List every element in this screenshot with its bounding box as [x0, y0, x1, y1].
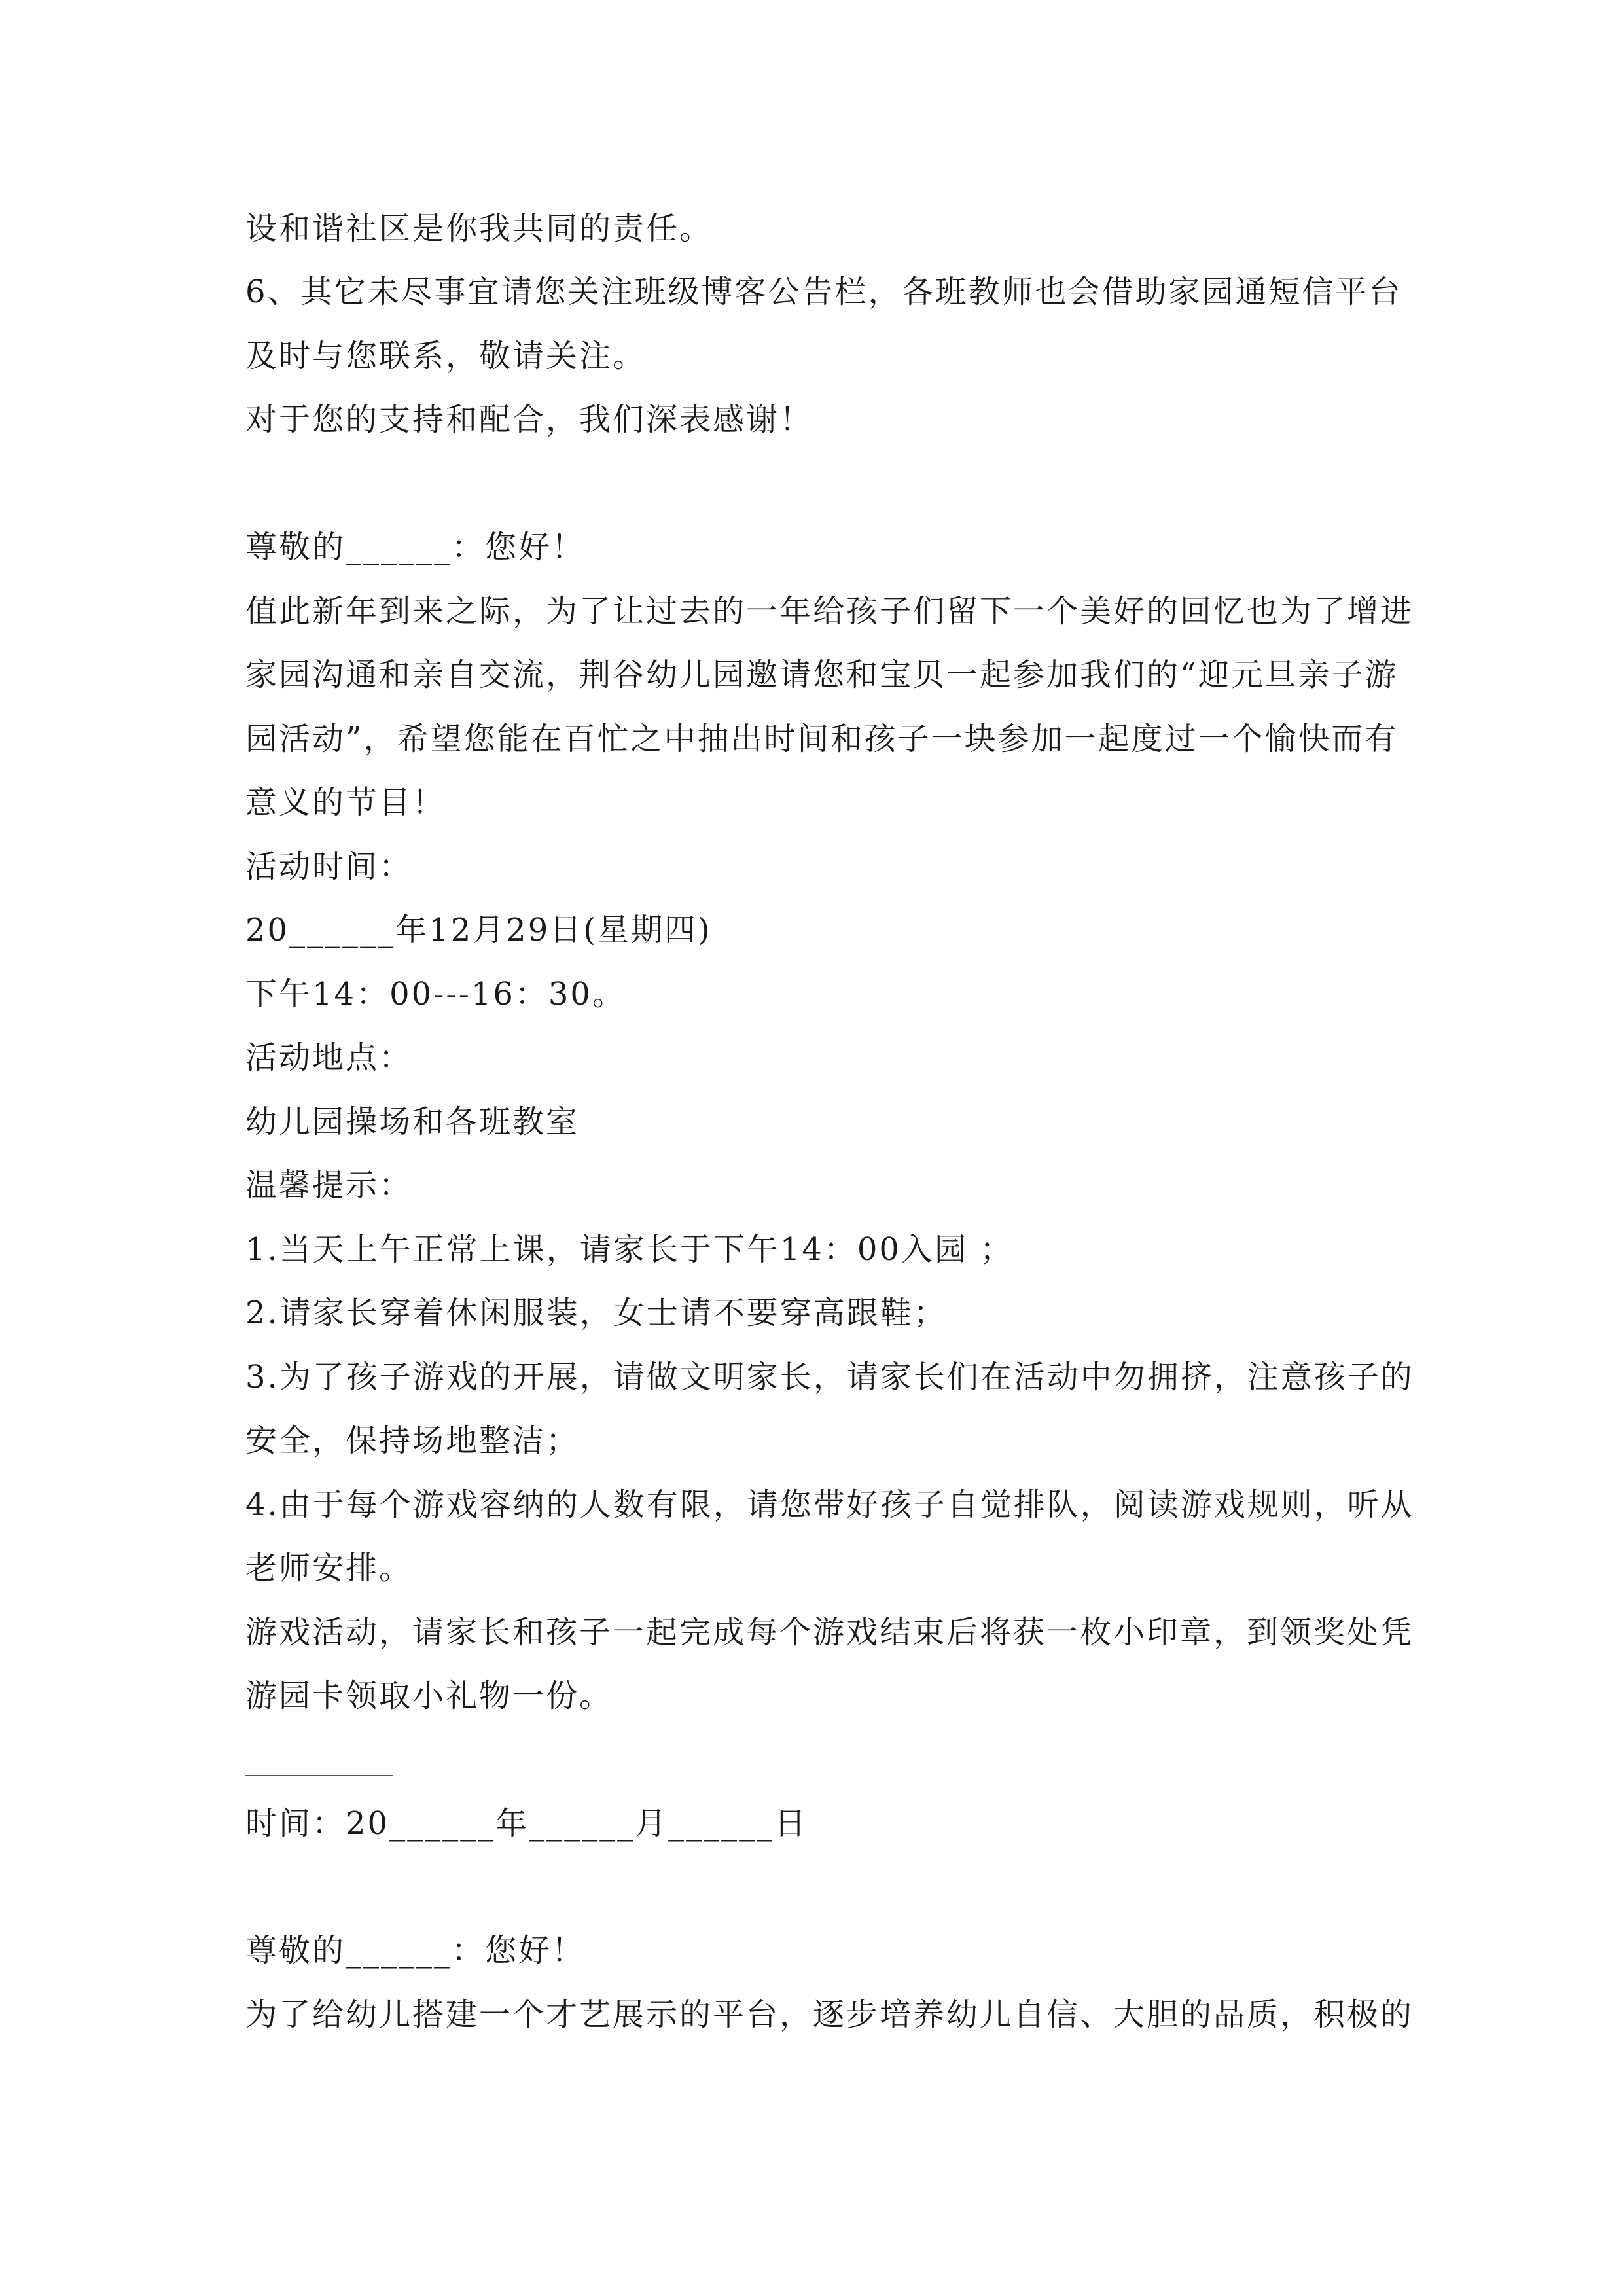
text-line: 游戏活动，请家长和孩子一起完成每个游戏结束后将获一枚小印章，到领奖处凭 [245, 1614, 1414, 1651]
text-line: 6、其它未尽事宜请您关注班级博客公告栏，各班教师也会借助家园通短信平台 [245, 274, 1402, 310]
section-heading: 温馨提示： [245, 1167, 413, 1204]
text-line: 园活动”，希望您能在百忙之中抽出时间和孩子一块参加一起度过一个愉快而有 [245, 721, 1399, 757]
signature-rule [245, 1775, 393, 1776]
text-line: 幼儿园操场和各班教室 [245, 1103, 580, 1140]
salutation: 尊敬的______：您好！ [245, 1932, 586, 1969]
section-heading: 活动地点： [245, 1039, 413, 1076]
text-line: 游园卡领取小礼物一份。 [245, 1677, 613, 1714]
list-item: 1.当天上午正常上课，请家长于下午14：00入园 ； [245, 1231, 1014, 1268]
text-line: 意义的节目！ [245, 784, 446, 821]
list-item: 2.请家长穿着休闲服装，女士请不要穿高跟鞋； [245, 1295, 947, 1331]
salutation: 尊敬的______：您好！ [245, 529, 586, 565]
text-line: 设和谐社区是你我共同的责任。 [245, 210, 713, 247]
text-line: 下午14：00---16：30。 [245, 976, 626, 1013]
text-line: 对于您的支持和配合，我们深表感谢！ [245, 401, 813, 438]
list-item: 3.为了孩子游戏的开展，请做文明家长，请家长们在活动中勿拥挤，注意孩子的 [245, 1359, 1414, 1395]
text-line: 20______年12月29日(星期四) [245, 912, 712, 948]
text-line: 家园沟通和亲自交流，荆谷幼儿园邀请您和宝贝一起参加我们的“迎元旦亲子游 [245, 656, 1399, 693]
text-line: 老师安排。 [245, 1550, 413, 1587]
list-item: 4.由于每个游戏容纳的人数有限，请您带好孩子自觉排队，阅读游戏规则，听从 [245, 1486, 1414, 1523]
text-line: 为了给幼儿搭建一个才艺展示的平台，逐步培养幼儿自信、大胆的品质，积极的 [245, 1996, 1414, 2033]
section-heading: 活动时间： [245, 848, 413, 885]
text-line: 安全，保持场地整洁； [245, 1422, 580, 1459]
text-line: 值此新年到来之际，为了让过去的一年给孩子们留下一个美好的回忆也为了增进 [245, 593, 1414, 630]
text-line: 及时与您联系，敬请关注。 [245, 338, 647, 374]
date-line: 时间：20______年______月______日 [245, 1805, 808, 1842]
